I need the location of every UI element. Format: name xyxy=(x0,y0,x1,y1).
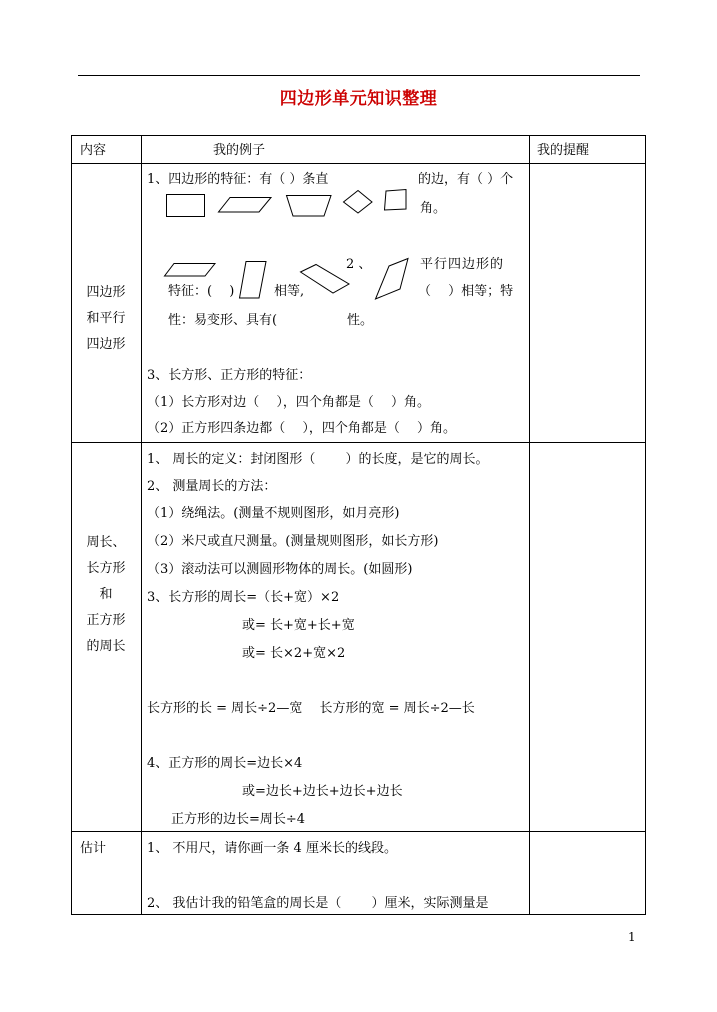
section-label-estimate: 估计 xyxy=(80,841,107,856)
parallelogram-feature-line: （ ）相等；特 xyxy=(418,284,514,299)
parallelogram-feature-line: 相等, xyxy=(274,284,305,299)
header-reminder: 我的提醒 xyxy=(537,143,590,158)
parallelogram-feature-line: 平行四边形的 xyxy=(420,257,505,272)
square-side-formula: 正方形的边长=周长÷4 xyxy=(171,812,306,827)
method-rolling: （3）滚动法可以测圆形物体的周长。(如圆形) xyxy=(147,562,413,577)
method-ruler: （2）米尺或直尺测量。(测量规则图形，如长方形) xyxy=(147,534,439,549)
parallelogram-property-line: 性：易变形、具有( xyxy=(168,313,317,328)
method-rope: （1）绕绳法。(测量不规则图形，如月亮形) xyxy=(147,506,400,521)
header-examples: 我的例子 xyxy=(213,143,266,158)
table-row-divider xyxy=(71,831,646,832)
page-number: 1 xyxy=(628,930,636,944)
rectangle-perimeter-formula: 3、长方形的周长=（长+宽）×2 xyxy=(147,590,340,605)
square-shape xyxy=(384,189,408,211)
perimeter-definition: 1、 周长的定义：封闭图形（ ）的长度，是它的周长。 xyxy=(147,452,489,467)
section-label-perimeter: 周长、 长方形 和 正方形 的周长 xyxy=(86,535,126,654)
section-label-quadrilateral: 四边形 和平行 四边形 xyxy=(86,285,126,352)
quad-feature-line-cont: 的边，有（ ）个 xyxy=(418,172,514,187)
rectangle-feature-line: （1）长方形对边（ ），四个角都是（ ）角。 xyxy=(147,395,431,410)
rectangle-shape xyxy=(166,194,206,218)
table-column-divider xyxy=(141,135,142,915)
table-row-divider xyxy=(71,442,646,443)
quad-feature-line: 1、四边形的特征：有（ ）条直 xyxy=(147,172,329,187)
parallelogram-shape xyxy=(375,258,409,300)
header-rule xyxy=(78,75,640,76)
table-header-divider xyxy=(71,163,646,164)
parallelogram-feature-line: 特征：( ) xyxy=(168,284,235,299)
rectangle-perimeter-formula-alt: 或= 长×2+宽×2 xyxy=(242,646,346,661)
table-border-bottom xyxy=(71,914,646,915)
item-number-2: 2 、 xyxy=(346,257,372,272)
parallelogram-shape xyxy=(218,197,272,213)
square-feature-line: （2）正方形四条边都（ ），四个角都是（ ）角。 xyxy=(147,421,457,436)
estimate-pencil-box-task: 2、 我估计我的铅笔盒的周长是（ ）厘米，实际测量是 xyxy=(147,896,489,911)
trapezoid-shape xyxy=(286,195,332,217)
rectangle-length-width-formula: 长方形的长 = 周长÷2—宽 长方形的宽 = 周长÷2—长 xyxy=(147,701,475,716)
table-border-right xyxy=(645,135,646,915)
parallelogram-property-line-end: 性。 xyxy=(347,313,374,328)
estimate-line-task: 1、 不用尺，请你画一条 4 厘米长的线段。 xyxy=(147,841,397,856)
rect-square-feature-heading: 3、长方形、正方形的特征： xyxy=(147,368,312,383)
table-border-left xyxy=(71,135,72,915)
perimeter-methods-heading: 2、 测量周长的方法： xyxy=(147,479,277,494)
parallelogram-shape xyxy=(239,261,267,299)
quad-feature-line-end: 角。 xyxy=(420,201,447,216)
parallelogram-shape xyxy=(300,264,350,294)
rectangle-perimeter-formula-alt: 或= 长+宽+长+宽 xyxy=(242,618,355,633)
square-perimeter-formula: 4、正方形的周长=边长×4 xyxy=(147,756,303,771)
rhombus-shape xyxy=(343,190,373,214)
header-content: 内容 xyxy=(80,143,107,158)
square-perimeter-formula-alt: 或=边长+边长+边长+边长 xyxy=(242,784,403,799)
table-border-top xyxy=(71,135,646,136)
document-title: 四边形单元知识整理 xyxy=(279,89,438,109)
table-column-divider xyxy=(529,135,530,915)
parallelogram-shape xyxy=(164,263,216,277)
